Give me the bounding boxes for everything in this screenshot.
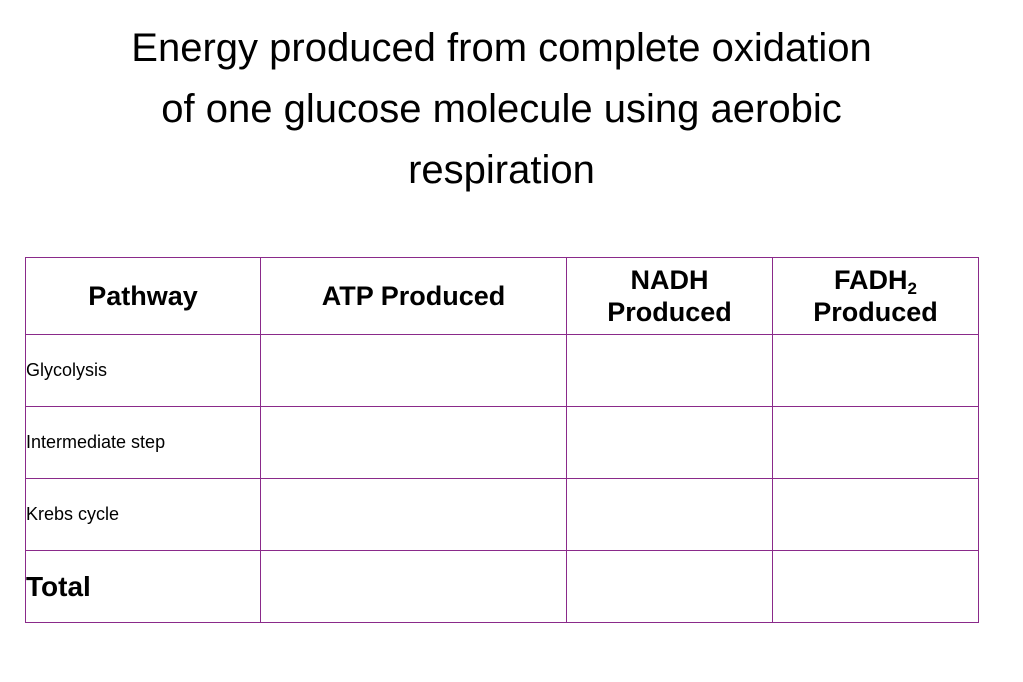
slide-title bbox=[40, 18, 963, 201]
cell-glycolysis-atp bbox=[261, 335, 567, 407]
cell-total-nadh bbox=[567, 551, 773, 623]
cell-krebs-nadh bbox=[567, 479, 773, 551]
header-nadh-line1: NADH bbox=[630, 265, 709, 295]
row-label-intermediate-step: Intermediate step bbox=[26, 407, 261, 479]
row-label-krebs-cycle: Krebs cycle bbox=[26, 479, 261, 551]
header-fadh-base: FADH bbox=[834, 265, 908, 295]
cell-intermediate-fadh2 bbox=[773, 407, 979, 479]
header-fadh2-produced bbox=[773, 258, 979, 335]
table-row bbox=[26, 479, 979, 551]
title-line-2: of one glucose molecule using aerobic bbox=[161, 87, 842, 131]
row-label-glycolysis: Glycolysis bbox=[26, 335, 261, 407]
table-row-total bbox=[26, 551, 979, 623]
cell-krebs-atp bbox=[261, 479, 567, 551]
cell-intermediate-atp bbox=[261, 407, 567, 479]
cell-glycolysis-nadh bbox=[567, 335, 773, 407]
cell-intermediate-nadh bbox=[567, 407, 773, 479]
cell-krebs-fadh2 bbox=[773, 479, 979, 551]
row-label-total: Total bbox=[26, 551, 261, 623]
table-row bbox=[26, 335, 979, 407]
cell-total-atp bbox=[261, 551, 567, 623]
header-nadh-produced bbox=[567, 258, 773, 335]
cell-total-fadh2 bbox=[773, 551, 979, 623]
table-row bbox=[26, 407, 979, 479]
header-atp-produced: ATP Produced bbox=[261, 258, 567, 335]
header-nadh-line2: Produced bbox=[607, 297, 732, 327]
title-line-1: Energy produced from complete oxidation bbox=[131, 26, 872, 70]
header-fadh-subscript: 2 bbox=[907, 279, 917, 298]
header-pathway: Pathway bbox=[26, 258, 261, 335]
title-line-3: respiration bbox=[408, 148, 595, 192]
cell-glycolysis-fadh2 bbox=[773, 335, 979, 407]
energy-table bbox=[25, 257, 979, 623]
table-header-row bbox=[26, 258, 979, 335]
header-fadh-line2: Produced bbox=[813, 297, 938, 327]
